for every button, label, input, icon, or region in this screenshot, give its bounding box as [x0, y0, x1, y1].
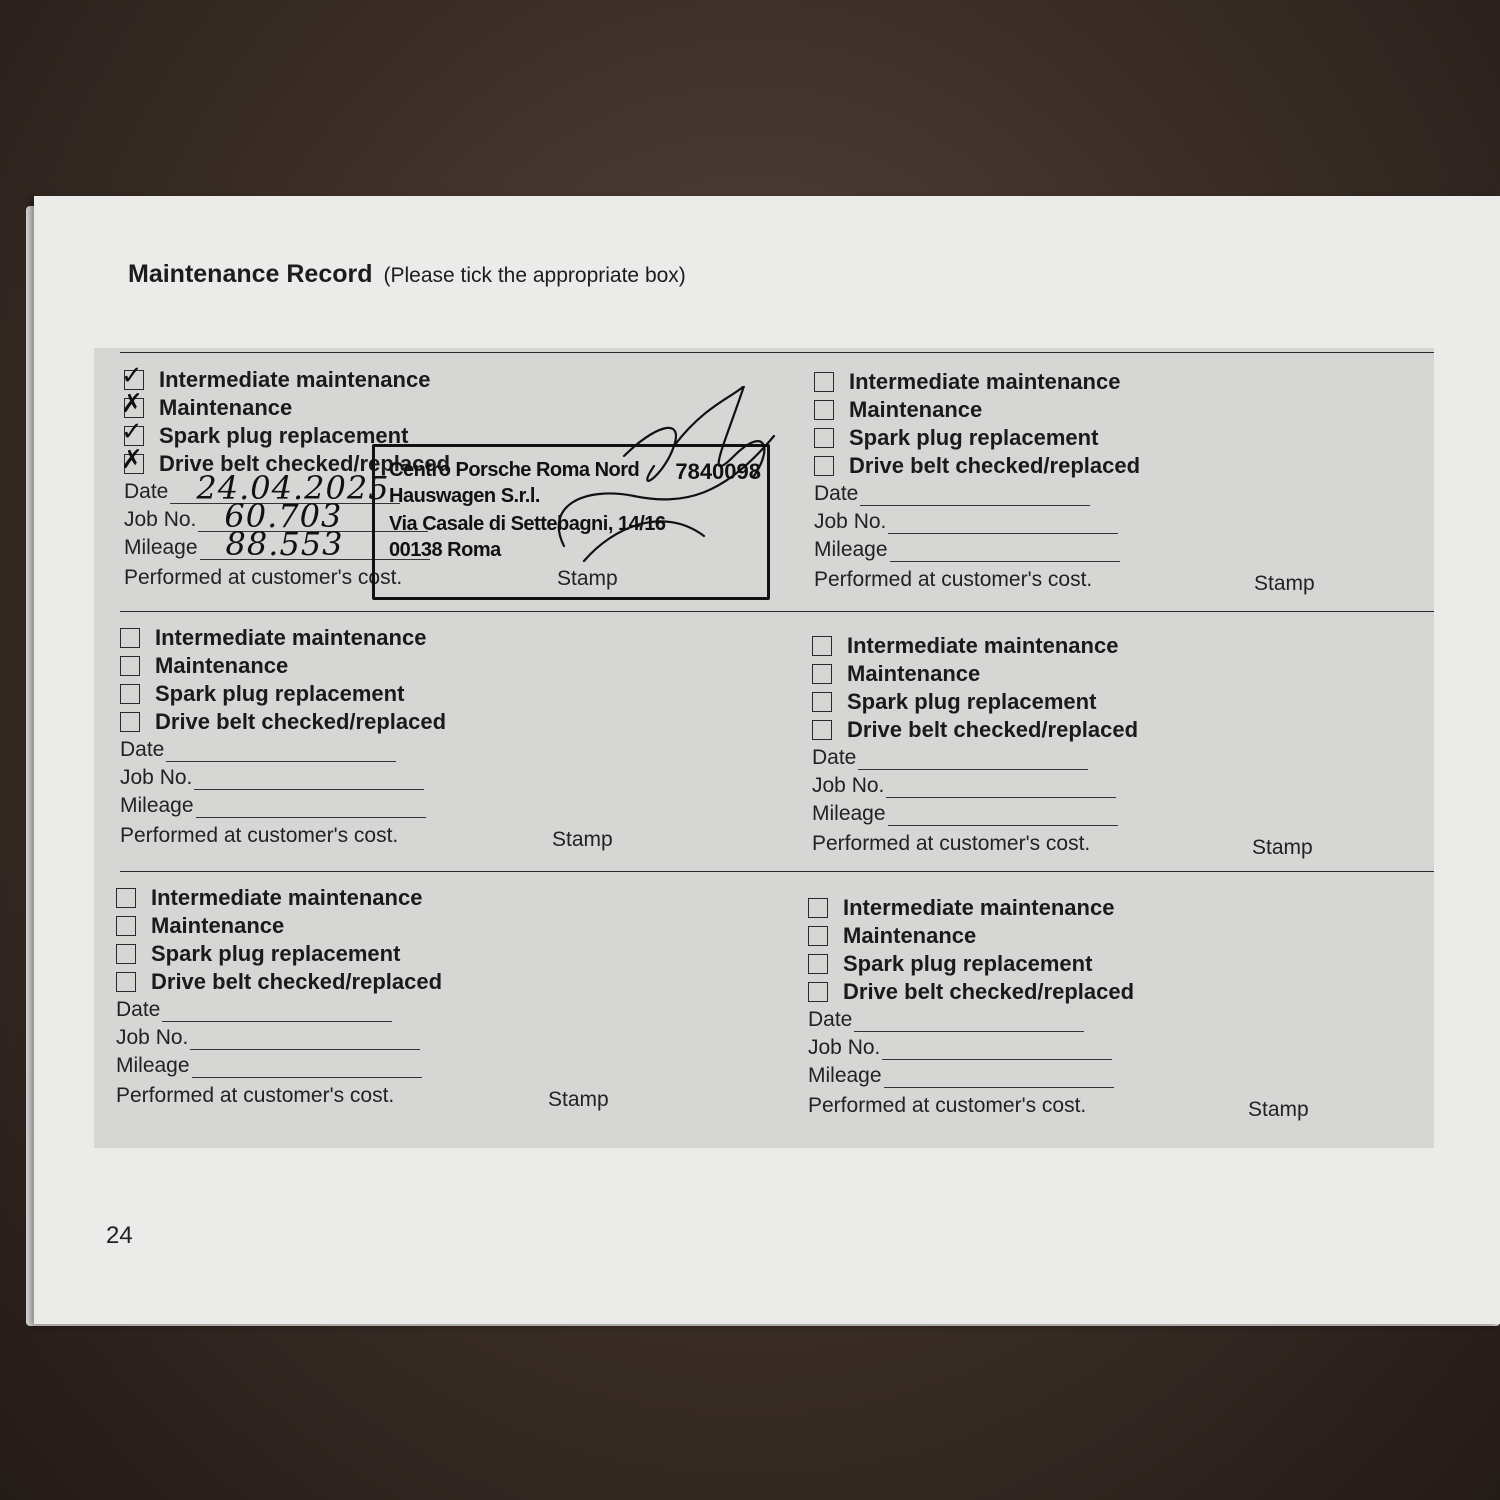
- check-mark-icon: ✓: [121, 361, 143, 391]
- entry-5-mileage-label: Mileage: [116, 1054, 190, 1077]
- entry-3-job-number-label: Job No.: [120, 766, 193, 789]
- entry-5-job-number-label: Job No.: [116, 1026, 189, 1049]
- entry-3-spark-plug-replacement-row: [120, 680, 404, 708]
- entry-6-drive-belt-checkbox[interactable]: [808, 982, 828, 1002]
- entry-3-job-number-field: [120, 764, 424, 790]
- entry-1-intermediate-maintenance-row: [121, 361, 431, 394]
- entry-5-maintenance-label: Maintenance: [151, 913, 285, 938]
- entry-4-drive-belt-label: Drive belt checked/replaced: [847, 717, 1139, 742]
- entry-3-stamp-label: Stamp: [552, 828, 613, 851]
- booklet-page: [34, 196, 1500, 1324]
- entry-6-date-line[interactable]: [854, 1013, 1084, 1032]
- page-title: Maintenance Record: [128, 260, 373, 288]
- entry-1-intermediate-maintenance-label: Intermediate maintenance: [159, 367, 431, 392]
- entry-6-date-field: [808, 1006, 1084, 1032]
- maintenance-entry-4: [812, 632, 1472, 892]
- page-instruction: (Please tick the appropriate box): [383, 264, 686, 287]
- entry-6-intermediate-maintenance-label: Intermediate maintenance: [843, 895, 1115, 920]
- entry-2-intermediate-maintenance-label: Intermediate maintenance: [849, 369, 1121, 394]
- entry-2-drive-belt-label: Drive belt checked/replaced: [849, 453, 1141, 478]
- entry-3-intermediate-maintenance-checkbox[interactable]: [120, 628, 140, 648]
- maintenance-entry-2: [814, 368, 1474, 628]
- maintenance-entry-3: [120, 624, 780, 884]
- entry-6-mileage-label: Mileage: [808, 1064, 882, 1087]
- entry-5-drive-belt-row: [116, 968, 442, 996]
- entry-1-mileage-label: Mileage: [124, 536, 198, 559]
- entry-4-cost-note: Performed at customer's cost.: [812, 832, 1091, 855]
- cross-mark-icon: ✗: [121, 445, 143, 475]
- entry-5-maintenance-row: [116, 912, 284, 940]
- entry-1-mileage-handwritten-value: 88.553: [225, 525, 344, 563]
- entry-5-spark-plug-replacement-row: [116, 940, 400, 968]
- entry-3-intermediate-maintenance-row: [120, 624, 426, 652]
- entry-4-spark-plug-replacement-label: Spark plug replacement: [847, 689, 1097, 714]
- entry-3-maintenance-row: [120, 652, 288, 680]
- entry-2-date-field: [814, 480, 1090, 506]
- dealer-stamp-company: Hauswagen S.r.l.: [389, 485, 540, 507]
- entry-2-intermediate-maintenance-row: [814, 368, 1120, 396]
- entry-3-maintenance-label: Maintenance: [155, 653, 289, 678]
- entry-2-job-number-line[interactable]: [888, 515, 1118, 534]
- entry-1-date-handwritten-value: 24.04.2025: [196, 469, 390, 507]
- entry-1-stamp-label: Stamp: [557, 567, 618, 590]
- entry-4-maintenance-checkbox[interactable]: [812, 664, 832, 684]
- entry-4-spark-plug-replacement-checkbox[interactable]: [812, 692, 832, 712]
- entry-5-date-label: Date: [116, 998, 161, 1021]
- entry-3-maintenance-checkbox[interactable]: [120, 656, 140, 676]
- maintenance-entry-6: [808, 894, 1468, 1154]
- entry-1-maintenance-row: [121, 389, 293, 422]
- entry-4-intermediate-maintenance-label: Intermediate maintenance: [847, 633, 1119, 658]
- entry-2-job-number-label: Job No.: [814, 510, 887, 533]
- entry-2-mileage-line[interactable]: [890, 543, 1120, 562]
- entry-6-cost-note: Performed at customer's cost.: [808, 1094, 1087, 1117]
- entry-3-drive-belt-checkbox[interactable]: [120, 712, 140, 732]
- entry-4-intermediate-maintenance-row: [812, 632, 1118, 660]
- entry-1-spark-plug-replacement-checkbox[interactable]: [121, 417, 144, 447]
- divider-top: [120, 352, 1434, 353]
- entry-5-drive-belt-label: Drive belt checked/replaced: [151, 969, 443, 994]
- dealer-stamp-name: Centro Porsche Roma Nord: [389, 459, 640, 481]
- dealer-stamp-city: 00138 Roma: [389, 539, 501, 561]
- entry-2-maintenance-label: Maintenance: [849, 397, 983, 422]
- entry-6-maintenance-checkbox[interactable]: [808, 926, 828, 946]
- entry-3-mileage-field: [120, 792, 426, 818]
- maintenance-entry-5: [116, 884, 776, 1144]
- cross-mark-icon: ✗: [121, 389, 143, 419]
- entry-5-date-line[interactable]: [162, 1003, 392, 1022]
- entry-6-job-number-label: Job No.: [808, 1036, 881, 1059]
- entry-2-spark-plug-replacement-row: [814, 424, 1098, 452]
- entry-5-intermediate-maintenance-row: [116, 884, 422, 912]
- entry-4-maintenance-label: Maintenance: [847, 661, 981, 686]
- entry-6-spark-plug-replacement-label: Spark plug replacement: [843, 951, 1093, 976]
- entry-5-mileage-field: [116, 1052, 422, 1078]
- entry-6-maintenance-label: Maintenance: [843, 923, 977, 948]
- entry-6-spark-plug-replacement-row: [808, 950, 1092, 978]
- entry-2-spark-plug-replacement-label: Spark plug replacement: [849, 425, 1099, 450]
- entry-2-spark-plug-replacement-checkbox[interactable]: [814, 428, 834, 448]
- entry-6-intermediate-maintenance-row: [808, 894, 1114, 922]
- entry-2-drive-belt-row: [814, 452, 1140, 480]
- entry-6-mileage-line[interactable]: [884, 1069, 1114, 1088]
- entry-1-date-label: Date: [124, 480, 169, 503]
- entry-3-spark-plug-replacement-checkbox[interactable]: [120, 684, 140, 704]
- entry-2-maintenance-checkbox[interactable]: [814, 400, 834, 420]
- entry-5-stamp-label: Stamp: [548, 1088, 609, 1111]
- entry-5-job-number-field: [116, 1024, 420, 1050]
- entry-5-maintenance-checkbox[interactable]: [116, 916, 136, 936]
- entry-5-drive-belt-checkbox[interactable]: [116, 972, 136, 992]
- entry-5-mileage-line[interactable]: [192, 1059, 422, 1078]
- entry-6-maintenance-row: [808, 922, 976, 950]
- check-mark-icon: ✓: [121, 417, 143, 447]
- dealer-stamp-address: Via Casale di Settebagni, 14/16: [389, 513, 666, 535]
- page-number: 24: [106, 1222, 133, 1249]
- entry-3-date-field: [120, 736, 396, 762]
- entry-3-job-number-line[interactable]: [194, 771, 424, 790]
- entry-4-intermediate-maintenance-checkbox[interactable]: [812, 636, 832, 656]
- entry-6-intermediate-maintenance-checkbox[interactable]: [808, 898, 828, 918]
- entry-2-stamp-label: Stamp: [1254, 572, 1315, 595]
- entry-4-drive-belt-checkbox[interactable]: [812, 720, 832, 740]
- entry-4-spark-plug-replacement-row: [812, 688, 1096, 716]
- entry-1-maintenance-label: Maintenance: [159, 395, 293, 420]
- entry-1-maintenance-checkbox[interactable]: [121, 389, 144, 419]
- entry-6-spark-plug-replacement-checkbox[interactable]: [808, 954, 828, 974]
- entry-5-intermediate-maintenance-checkbox[interactable]: [116, 888, 136, 908]
- entry-4-drive-belt-row: [812, 716, 1138, 744]
- entry-4-date-field: [812, 744, 1088, 770]
- entry-4-job-number-label: Job No.: [812, 774, 885, 797]
- entry-3-intermediate-maintenance-label: Intermediate maintenance: [155, 625, 427, 650]
- entry-2-date-line[interactable]: [860, 487, 1090, 506]
- entry-2-date-label: Date: [814, 482, 859, 505]
- entry-3-spark-plug-replacement-label: Spark plug replacement: [155, 681, 405, 706]
- entry-4-maintenance-row: [812, 660, 980, 688]
- entry-2-intermediate-maintenance-checkbox[interactable]: [814, 372, 834, 392]
- entry-6-drive-belt-row: [808, 978, 1134, 1006]
- entry-6-drive-belt-label: Drive belt checked/replaced: [843, 979, 1135, 1004]
- entry-2-cost-note: Performed at customer's cost.: [814, 568, 1093, 591]
- entry-1-spark-plug-replacement-label: Spark plug replacement: [159, 423, 409, 448]
- entry-5-spark-plug-replacement-checkbox[interactable]: [116, 944, 136, 964]
- entry-3-date-label: Date: [120, 738, 165, 761]
- entry-5-date-field: [116, 996, 392, 1022]
- entry-5-job-number-line[interactable]: [190, 1031, 420, 1050]
- entry-1-drive-belt-label: Drive belt checked/replaced: [159, 451, 451, 476]
- entry-4-mileage-line[interactable]: [888, 807, 1118, 826]
- entry-1-drive-belt-checkbox[interactable]: [121, 445, 144, 475]
- entry-6-job-number-field: [808, 1034, 1112, 1060]
- entry-5-intermediate-maintenance-label: Intermediate maintenance: [151, 885, 423, 910]
- entry-4-job-number-field: [812, 772, 1116, 798]
- entry-6-date-label: Date: [808, 1008, 853, 1031]
- entry-1-cost-note: Performed at customer's cost.: [124, 566, 403, 589]
- entry-5-spark-plug-replacement-label: Spark plug replacement: [151, 941, 401, 966]
- entry-2-job-number-field: [814, 508, 1118, 534]
- entry-4-stamp-label: Stamp: [1252, 836, 1313, 859]
- entry-2-maintenance-row: [814, 396, 982, 424]
- page-heading: [128, 260, 686, 289]
- entry-1-job-number-label: Job No.: [124, 508, 197, 531]
- entry-4-date-line[interactable]: [858, 751, 1088, 770]
- entry-3-mileage-line[interactable]: [196, 799, 426, 818]
- entry-3-drive-belt-row: [120, 708, 446, 736]
- entry-6-job-number-line[interactable]: [882, 1041, 1112, 1060]
- dealer-stamp-code: 7840098: [675, 459, 761, 484]
- entry-1-intermediate-maintenance-checkbox[interactable]: [121, 361, 144, 391]
- entry-6-mileage-field: [808, 1062, 1114, 1088]
- entry-1-job-number-handwritten-value: 60.703: [224, 497, 343, 535]
- entry-4-mileage-field: [812, 800, 1118, 826]
- entry-6-stamp-label: Stamp: [1248, 1098, 1309, 1121]
- entry-4-job-number-line[interactable]: [886, 779, 1116, 798]
- entry-3-cost-note: Performed at customer's cost.: [120, 824, 399, 847]
- entry-2-drive-belt-checkbox[interactable]: [814, 456, 834, 476]
- entry-1-spark-plug-replacement-row: [121, 417, 409, 450]
- entry-3-drive-belt-label: Drive belt checked/replaced: [155, 709, 447, 734]
- entry-2-mileage-label: Mileage: [814, 538, 888, 561]
- entry-4-date-label: Date: [812, 746, 857, 769]
- entry-4-mileage-label: Mileage: [812, 802, 886, 825]
- entry-5-cost-note: Performed at customer's cost.: [116, 1084, 395, 1107]
- entry-3-date-line[interactable]: [166, 743, 396, 762]
- entry-3-mileage-label: Mileage: [120, 794, 194, 817]
- dealer-stamp: [372, 444, 770, 600]
- entry-2-mileage-field: [814, 536, 1120, 562]
